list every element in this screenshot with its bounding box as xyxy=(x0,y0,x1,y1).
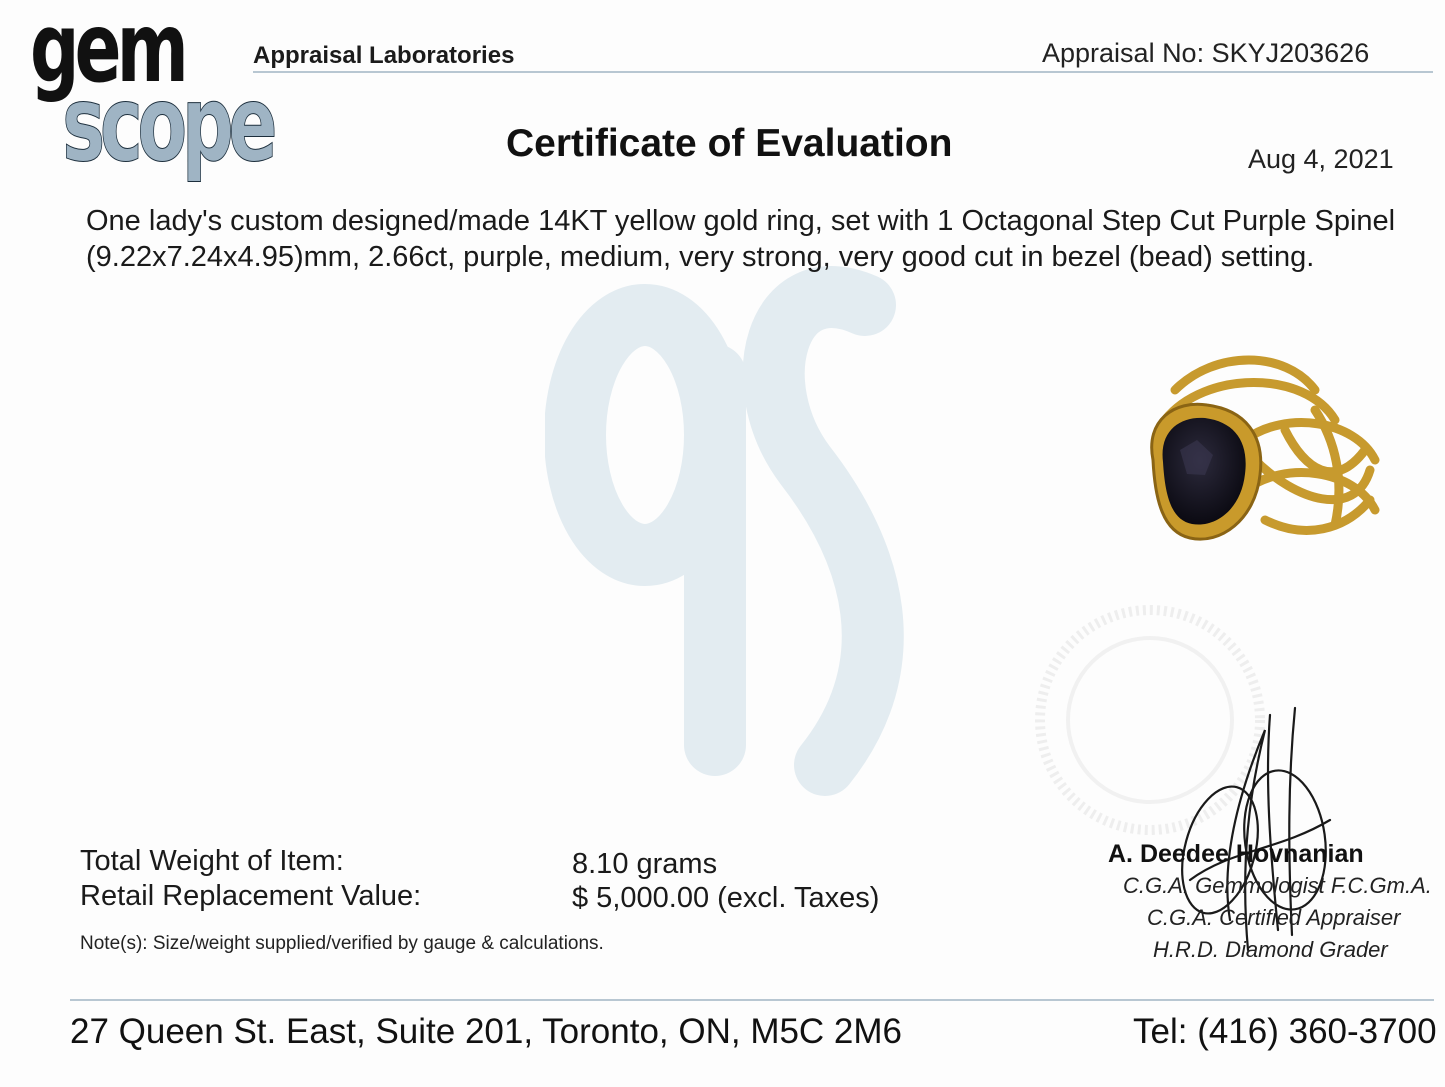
logo-gem-text: gem xyxy=(30,0,184,104)
header-divider xyxy=(253,71,1433,73)
appraiser-credential: C.G.A. Gemmologist F.C.Gm.A. xyxy=(1123,873,1432,898)
logo-scope-text: scope xyxy=(62,63,272,185)
appraiser-name: A. Deedee Hovnanian xyxy=(1108,840,1364,868)
appraisal-number: Appraisal No: SKYJ203626 xyxy=(1042,38,1370,68)
appraiser-credential: H.R.D. Diamond Grader xyxy=(1153,937,1388,962)
footer-phone: Tel: (416) 360-3700 xyxy=(1133,1012,1437,1051)
ring-photo-icon xyxy=(1135,350,1385,560)
lab-name: Appraisal Laboratories xyxy=(253,42,515,69)
certificate-title: Certificate of Evaluation xyxy=(506,122,953,165)
weight-value: 8.10 grams xyxy=(572,848,718,880)
gs-watermark-icon xyxy=(545,245,945,805)
item-description: One lady's custom designed/made 14KT yellow gold ring, set with 1 Octagonal Step Cut Purple Spinel (9.22x7.24x4.95)mm, 2.66ct, purple, medium, very strong, very good cut in bezel (bead) setting. xyxy=(86,205,1396,273)
value-label: Retail Replacement Value: xyxy=(80,880,422,912)
appraiser-credential: C.G.A. Certified Appraiser xyxy=(1147,905,1401,930)
certificate-date: Aug 4, 2021 xyxy=(1248,144,1394,174)
footer-divider xyxy=(70,999,1434,1001)
footer-address: 27 Queen St. East, Suite 201, Toronto, ON, M5C 2M6 xyxy=(70,1012,903,1051)
value-amount: $ 5,000.00 (excl. Taxes) xyxy=(572,882,880,914)
note: Note(s): Size/weight supplied/verified by gauge & calculations. xyxy=(80,933,604,954)
weight-label: Total Weight of Item: xyxy=(80,845,344,877)
